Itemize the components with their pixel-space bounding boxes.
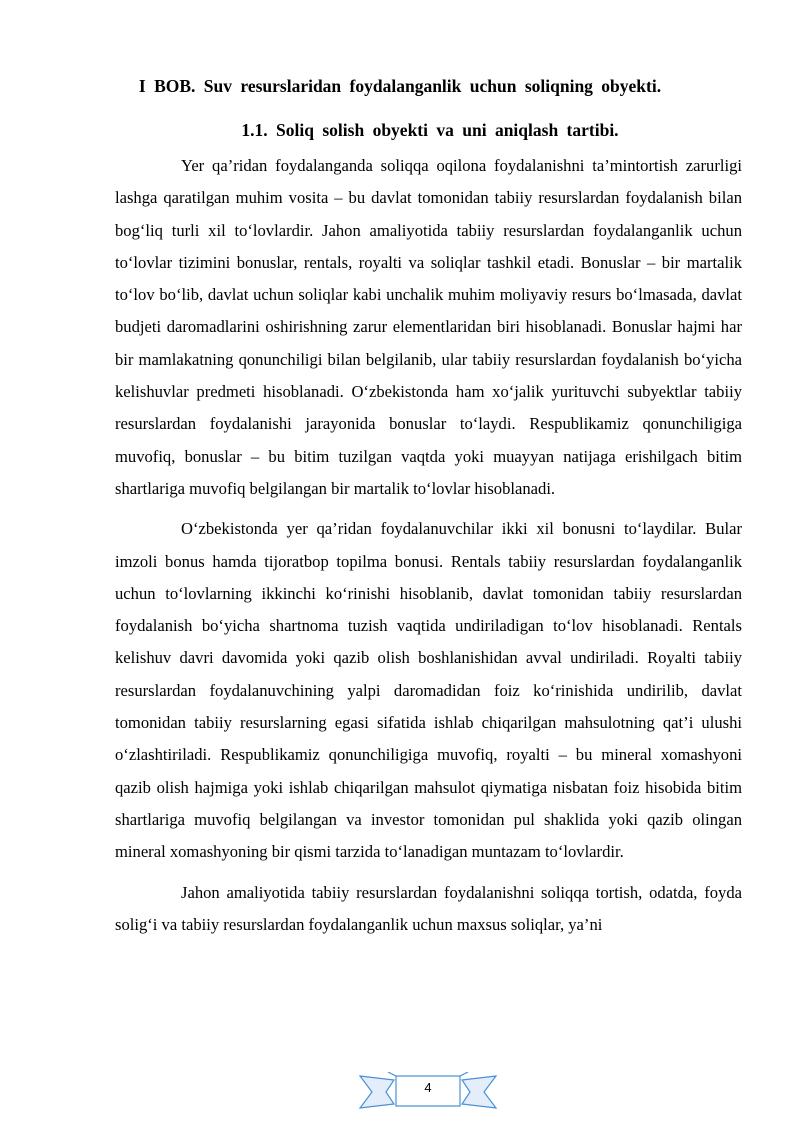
section-title: 1.1. Soliq solish obyekti va uni aniqlash tartibi.: [241, 120, 619, 140]
paragraph: O‘zbekistonda yer qa’ridan foydalanuvchilar ikki xil bonusni to‘laydilar. Bular imzoli bonus hamda tijoratbop topilma bonusi. Rentals tabiiy resurslardan foydalanganlik uchun to‘lovlarning ikkinchi ko‘rinishi hisoblanib, davlat tomonidan tabiiy resurslardan foydalanish bo‘yicha shartnoma tuzish vaqtida undiriladigan to‘lov hisoblanadi. Rentals kelishuv davri davomida yoki qazib olish boshlanishidan avval undiriladi. Royalti tabiiy resurslardan foydalanuvchining yalpi daromadidan foiz ko‘rinishida undirilib, davlat tomonidan tabiiy resurslarning egasi sifatida ishlab chiqarilgan mahsulotning qat’i ulushi o‘zlashtiriladi. Respublikamiz qonunchiligiga muvofiq, royalti – bu mineral xomashyoni qazib olish hajmiga yoki ishlab chiqarilgan mahsulot qiymatiga nisbatan foiz hisobida bitim shartlariga muvofiq belgilangan va investor tomonidan pul shaklida yoki qazib olingan mineral xomashyoning bir qismi tarzida to‘lanadigan muntazam to‘lovlardir.: [115, 519, 742, 862]
paragraph: Yer qa’ridan foydalanganda soliqqa oqilona foydalanishni ta’mintortish zarurligi lashga qaratilgan muhim vosita – bu davlat tomonidan tabiiy resurslardan foydalanish bilan bog‘liq turli xil to‘lovlardir. Jahon amaliyotida tabiiy resurslardan foydalanganlik uchun to‘lovlar tizimini bonuslar, rentals, royalti va soliqlar tashkil etadi. Bonuslar – bir martalik to‘lov bo‘lib, davlat uchun soliqlar kabi unchalik muhim moliyaviy resurs bo‘lmasada, davlat budjeti daromadlarini oshirishning zarur elementlaridan biri hisoblanadi. Bonuslar hajmi har bir mamlakatning qonunchiligi bilan belgilanib, ular tabiiy resurslardan foydalanish bo‘yicha kelishuvlar predmeti hisoblanadi. O‘zbekistonda ham xo‘jalik yurituvchi subyektlar tabiiy resurslardan foydalanishi jarayonida bonuslar to‘laydi. Respublikamiz qonunchiligiga muvofiq, bonuslar – bu bitim tuzilgan vaqtda yoki muayyan natijaga erishilgach bitim shartlariga muvofiq belgilangan bir martalik to‘lovlar hisoblanadi.: [115, 156, 742, 498]
chapter-title: I BOB. Suv resurslaridan foydalanganlik uchun soliqning obyekti.: [138, 76, 662, 96]
document-body: [115, 150, 742, 941]
page-footer: [358, 1072, 498, 1112]
page-number: 4: [424, 1080, 432, 1095]
paragraph: Jahon amaliyotida tabiiy resurslardan foydalanishni soliqqa tortish, odatda, foyda solig‘i va tabiiy resurslardan foydalanganlik uchun maxsus soliqlar, ya’ni: [115, 882, 742, 934]
